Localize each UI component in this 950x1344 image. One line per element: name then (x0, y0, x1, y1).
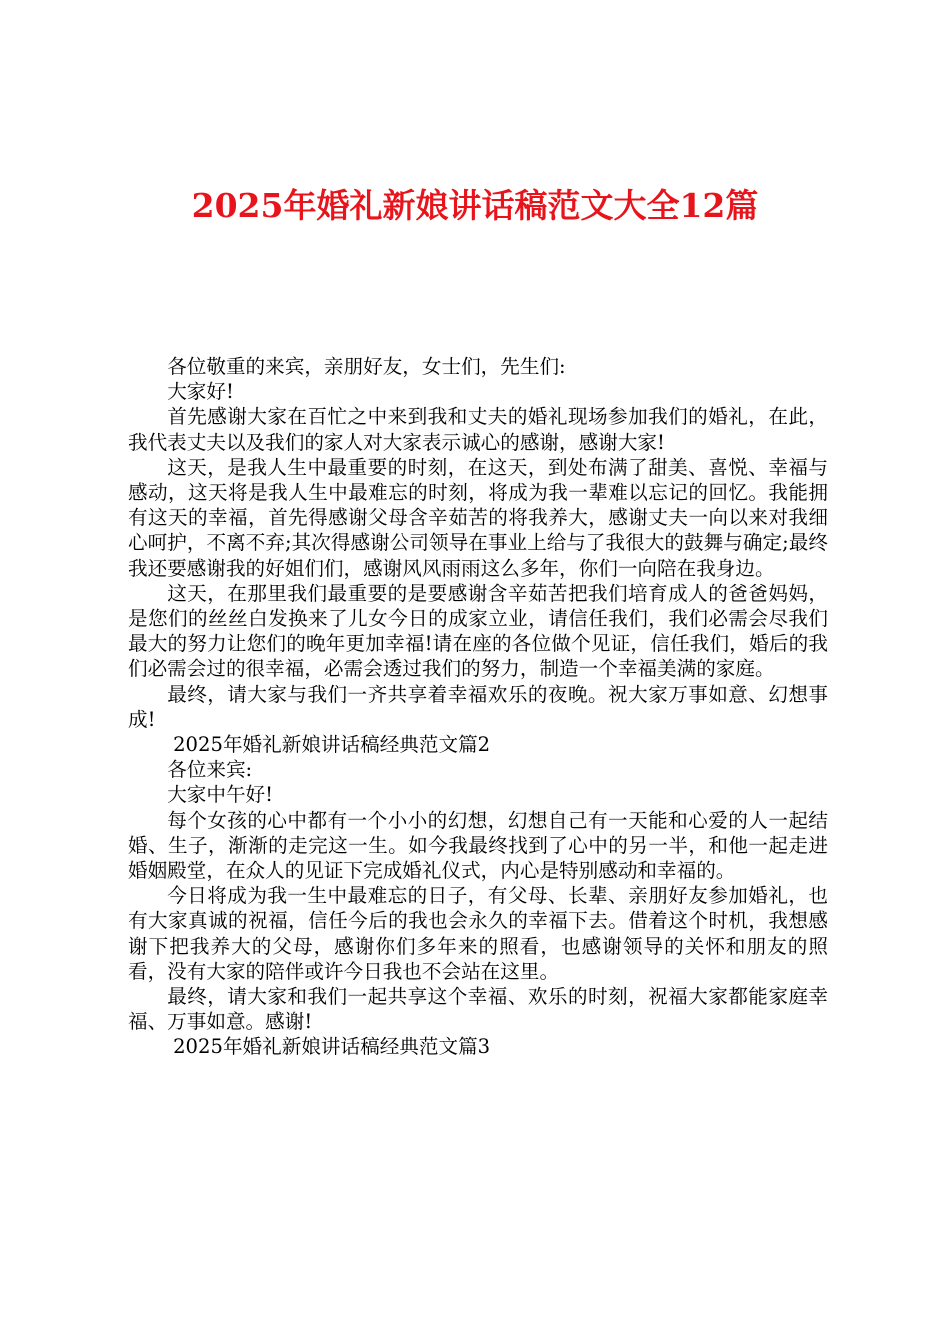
paragraph: 每个女孩的心中都有一个小小的幻想，幻想自己有一天能和心爱的人一起结婚、生子，渐渐的走完这一生。如今我最终找到了心中的另一半，和他一起走进婚姻殿堂，在众人的见证下完成婚礼仪式，内心是特别感动和幸福的。 (128, 808, 828, 883)
section-heading: 2025年婚礼新娘讲话稿经典范文篇2 (173, 733, 491, 757)
paragraph: 首先感谢大家在百忙之中来到我和丈夫的婚礼现场参加我们的婚礼，在此，我代表丈夫以及我们的家人对大家表示诚心的感谢，感谢大家! (128, 405, 828, 454)
paragraph: 这天，在那里我们最重要的是要感谢含辛茹苦把我们培育成人的爸爸妈妈，是您们的丝丝白发换来了儿女今日的成家立业，请信任我们，我们必需会尽我们最大的努力让您们的晚年更加幸福!请在座的各位做个见证，信任我们，婚后的我们必需会过的很幸福，必需会透过我们的努力，制造一个幸福美满的家庭。 (128, 581, 828, 681)
document-body (128, 354, 828, 1060)
document-title: 2025年婚礼新娘讲话稿范文大全12篇 (191, 186, 759, 225)
paragraph: 今日将成为我一生中最难忘的日子，有父母、长辈、亲朋好友参加婚礼，也有大家真诚的祝福，信任今后的我也会永久的幸福下去。借着这个时机，我想感谢下把我养大的父母，感谢你们多年来的照看，也感谢领导的关怀和朋友的照看，没有大家的陪伴或许今日我也不会站在这里。 (128, 884, 828, 983)
paragraph: 最终，请大家和我们一起共享这个幸福、欢乐的时刻，祝福大家都能家庭幸福、万事如意。感谢! (128, 985, 828, 1034)
salutation: 各位来宾: (167, 758, 253, 782)
paragraph: 这天，是我人生中最重要的时刻，在这天，到处布满了甜美、喜悦、幸福与感动，这天将是我人生中最难忘的时刻，将成为我一辈难以忘记的回忆。我能拥有这天的幸福，首先得感谢父母含辛茹苦的将我养大，感谢丈夫一向以来对我细心呵护，不离不弃;其次得感谢公司领导在事业上给与了我很大的鼓舞与确定;最终我还要感谢我的好姐们们，感谢风风雨雨这么多年，你们一向陪在我身边。 (128, 455, 828, 580)
greeting: 大家好! (167, 380, 234, 404)
salutation: 各位敬重的来宾，亲朋好友，女士们，先生们: (167, 355, 566, 378)
greeting: 大家中午好! (167, 783, 274, 807)
section-heading: 2025年婚礼新娘讲话稿经典范文篇3 (173, 1035, 491, 1059)
paragraph: 最终，请大家与我们一齐共享着幸福欢乐的夜晚。祝大家万事如意、幻想事成! (128, 682, 828, 731)
